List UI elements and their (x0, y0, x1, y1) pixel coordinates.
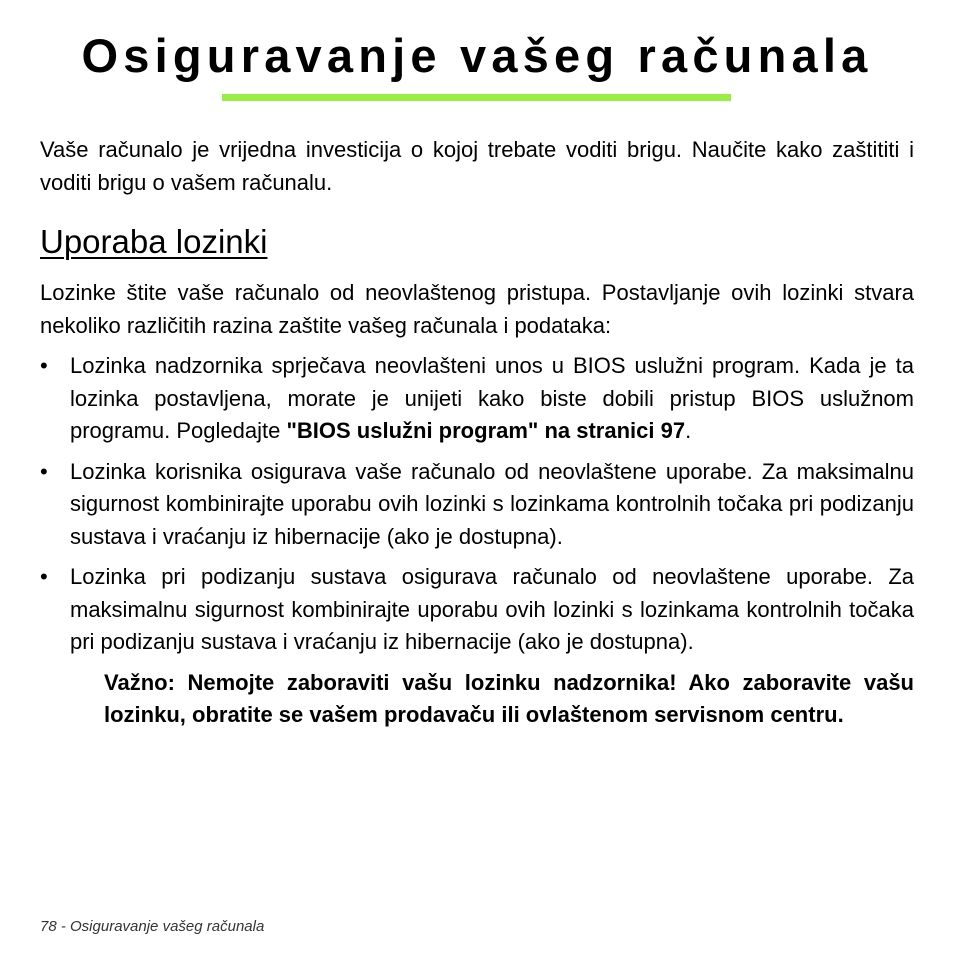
list-item-text: Lozinka nadzornika sprječava neovlašteni unos u BIOS uslužni program. Kada je ta lozinka postavljena, morate je unijeti kako biste dobili pristup BIOS uslužnom programu. Pogledajte (70, 353, 914, 443)
password-types-list (40, 350, 914, 659)
bullet-icon: • (40, 564, 48, 589)
list-item (40, 350, 914, 448)
title-underline-bar (222, 94, 731, 101)
main-content (40, 134, 914, 732)
list-item-text: Lozinka korisnika osigurava vaše računalo od neovlaštene uporabe. Za maksimalnu sigurnost kombinirajte uporabu ovih lozinki s lozinkama kontrolnih točaka pri podizanju sustava i vraćanju iz hibernacije (ako je dostupna). (70, 458, 914, 549)
bullet-icon: • (40, 458, 48, 484)
bullet-icon: • (40, 353, 48, 378)
list-item-text: Lozinka pri podizanju sustava osigurava računalo od neovlaštene uporabe. Za maksimalnu sigurnost kombinirajte uporabu ovih lozinki s lozinkama kontrolnih točaka pri podizanju sustava i vraćanju iz hibernacije (ako je dostupna). (70, 564, 914, 654)
list-item-suffix: . (685, 418, 692, 443)
intro-paragraph: Vaše računalo je vrijedna investicija o kojoj trebate voditi brigu. Naučite kako zaštititi i voditi brigu o vašem računalu. (40, 137, 914, 195)
page-footer: 78 - Osiguravanje vašeg računala (40, 918, 265, 935)
section-intro-paragraph: Lozinke štite vaše računalo od neovlaštenog pristupa. Postavljanje ovih lozinki stvara nekoliko različitih razina zaštite vašeg računala i podataka: (40, 280, 914, 338)
important-note: Važno: Nemojte zaboraviti vašu lozinku nadzornika! Ako zaboravite vašu lozinku, obratite se vašem prodavaču ili ovlaštenom servisnom centru. (104, 669, 914, 727)
bios-page-reference-link[interactable]: "BIOS uslužni program" na stranici 97 (286, 418, 686, 443)
section-heading: Uporaba lozinki (40, 223, 268, 260)
list-item (40, 456, 914, 554)
page-title: Osiguravanje vašeg računala (81, 29, 873, 82)
list-item (40, 561, 914, 659)
